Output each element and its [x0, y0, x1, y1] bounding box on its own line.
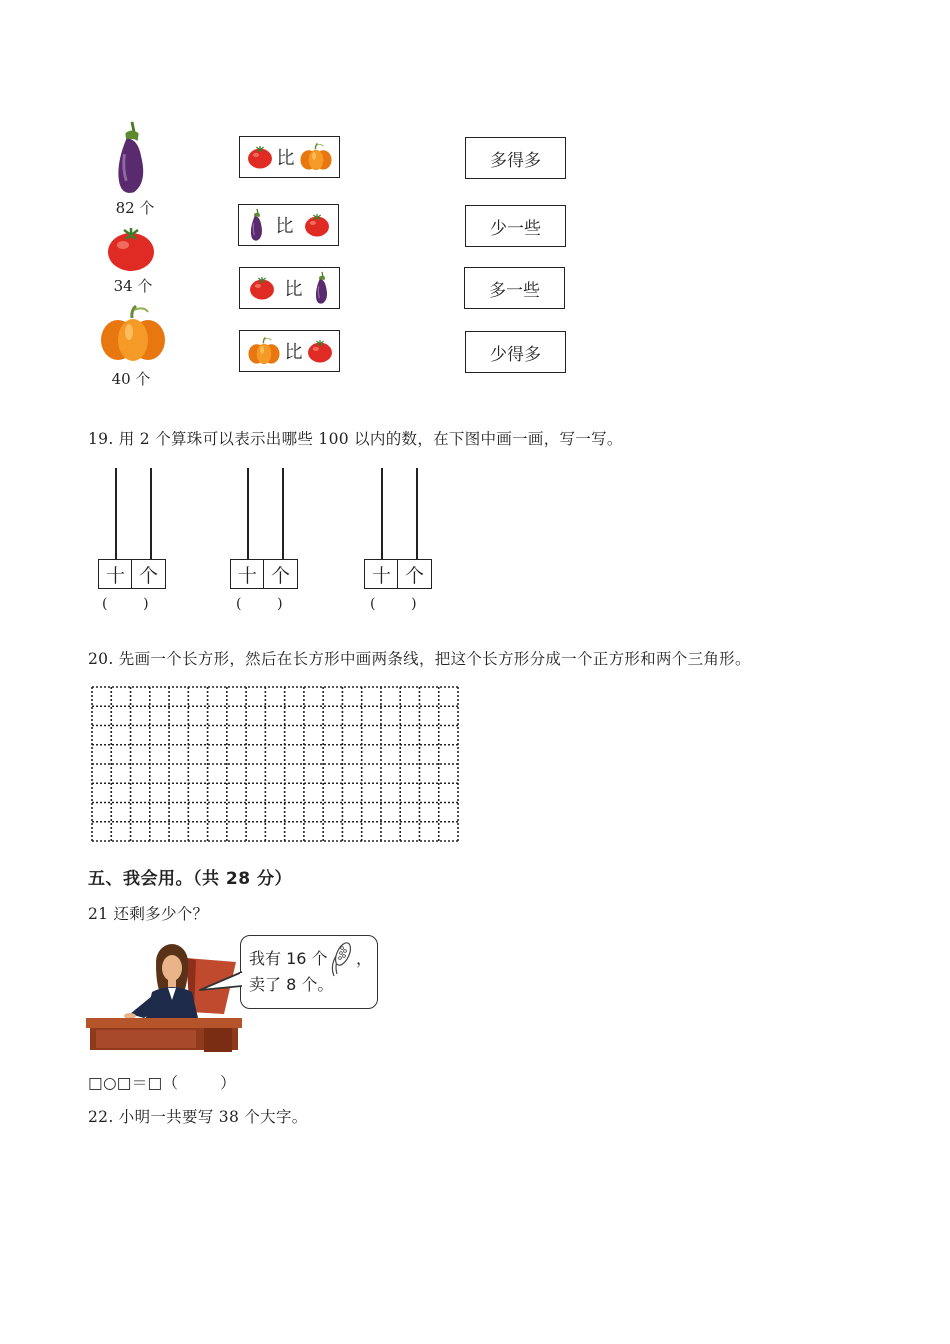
compare-box-tomato-eggplant[interactable]	[239, 267, 340, 309]
answer-paren[interactable]: ( )	[102, 596, 149, 612]
answer-paren[interactable]: ( )	[370, 596, 417, 612]
tens-label: 十	[364, 559, 399, 589]
answer-paren[interactable]: ( )	[236, 596, 283, 612]
answer-box-4[interactable]: 少得多	[465, 331, 566, 373]
tomato-icon	[249, 276, 275, 300]
tens-label: 十	[230, 559, 265, 589]
ones-rod	[282, 468, 284, 560]
section-5-title: 五、我会用。（共 28 分）	[88, 869, 292, 889]
ones-label: 个	[397, 559, 432, 589]
answer-box-1[interactable]: 多得多	[465, 137, 566, 179]
tens-rod	[115, 468, 117, 560]
pumpkin-icon	[247, 336, 281, 366]
shopkeeper-illustration	[86, 940, 246, 1052]
tens-rod	[247, 468, 249, 560]
speech-comma: ，	[356, 949, 373, 968]
pumpkin-count-label: 40 个	[111, 370, 151, 388]
answer-box-3[interactable]: 多一些	[464, 267, 565, 309]
compare-box-eggplant-tomato[interactable]	[238, 204, 339, 246]
speech-line-2: 卖了 8 个。	[249, 975, 334, 994]
speech-bubble-tail	[198, 970, 244, 996]
compare-word: 比	[275, 216, 294, 237]
compare-word: 比	[284, 279, 303, 300]
answer-box-2[interactable]: 少一些	[465, 205, 566, 247]
pumpkin-icon	[299, 142, 333, 172]
tomato-icon	[106, 226, 156, 272]
ones-rod	[150, 468, 152, 560]
tens-label: 十	[98, 559, 133, 589]
tens-rod	[381, 468, 383, 560]
eggplant-icon	[113, 120, 151, 196]
tomato-icon	[304, 213, 330, 237]
tomato-icon	[307, 339, 333, 363]
eggplant-count-label: 82 个	[115, 199, 155, 217]
compare-word: 比	[284, 342, 303, 363]
ones-label: 个	[131, 559, 166, 589]
compare-word: 比	[276, 148, 295, 169]
eggplant-icon	[248, 208, 266, 242]
question-21-text: 21 还剩多少个？	[88, 905, 209, 923]
tomato-icon	[247, 145, 273, 169]
dotted-grid[interactable]	[90, 685, 460, 843]
question-22-text: 22. 小明一共要写 38 个大字。	[88, 1108, 308, 1126]
equation-answer-line[interactable]: □○□＝□（ ）	[88, 1074, 236, 1092]
ones-label: 个	[263, 559, 298, 589]
question-20-text: 20. 先画一个长方形，然后在长方形中画两条线，把这个长方形分成一个正方形和两个三角形。	[88, 650, 751, 668]
question-19-text: 19. 用 2 个算珠可以表示出哪些 100 以内的数，在下图中画一画，写一写。	[88, 430, 623, 448]
tomato-count-label: 34 个	[113, 277, 153, 295]
speech-line-1: 我有 16 个	[249, 949, 328, 968]
ones-rod	[416, 468, 418, 560]
compare-box-pumpkin-tomato[interactable]	[239, 330, 340, 372]
compare-box-tomato-pumpkin[interactable]	[239, 136, 340, 178]
eggplant-icon	[313, 271, 331, 305]
pumpkin-icon	[98, 304, 168, 364]
